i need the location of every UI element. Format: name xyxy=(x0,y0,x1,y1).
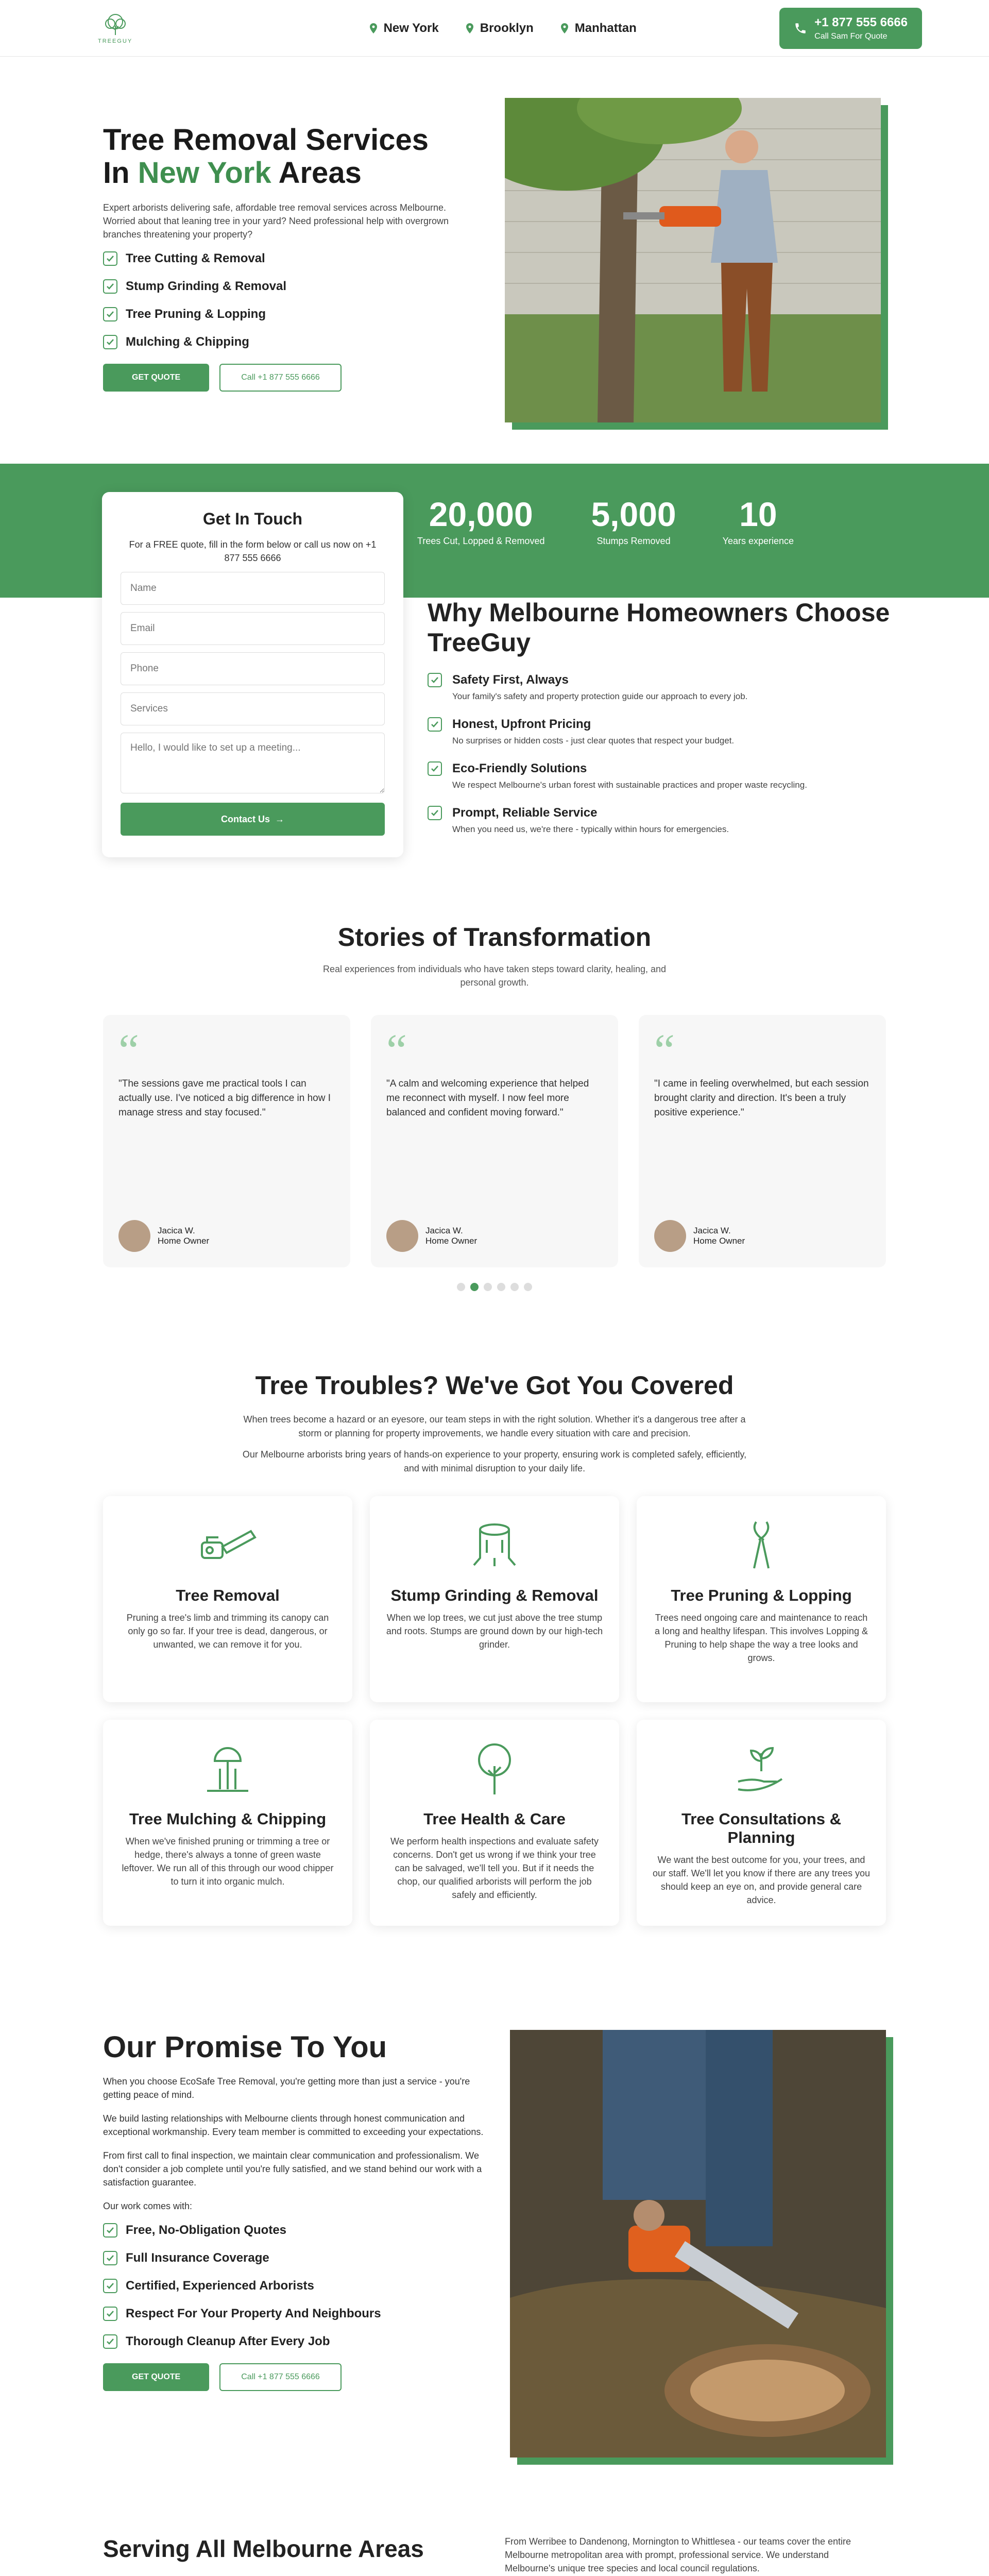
phone-icon xyxy=(794,22,807,35)
location-list xyxy=(368,21,637,36)
header-call-button[interactable] xyxy=(779,8,922,49)
location-label: New York xyxy=(383,21,439,35)
check-item: Certified, Experienced Arborists xyxy=(103,2279,500,2293)
services-intro: When trees become a hazard or an eyesore, our team steps in with the right solution. Whether it's a dangerous tree after a storm or planning for property improvements, we handle every situation with care and precision. xyxy=(243,1414,746,1438)
service-card-tree-health[interactable]: Tree Health & Care We perform health inspections and evaluate safety concerns. Don't get us wrong if we think your tree can be salvaged, we'll tell you. But if it needs the chop, our qualified arborists will perform the job safely and efficiently. xyxy=(370,1720,619,1926)
hero-check-list xyxy=(103,251,464,349)
testimonial-card: “ "I came in feeling overwhelmed, but each session brought clarity and direction. It's been a truly positive experience." Jacica W. Home Owner xyxy=(639,1015,886,1267)
map-pin-icon xyxy=(368,23,379,34)
logo[interactable] xyxy=(98,12,132,44)
services-section xyxy=(0,1370,989,1926)
check-icon xyxy=(428,806,442,820)
logo-text: TREEGUY xyxy=(98,38,133,44)
tree-icon xyxy=(464,1740,525,1797)
form-title: Get In Touch xyxy=(202,510,303,528)
check-icon xyxy=(103,2279,117,2293)
stat-trees: 20,000 Trees Cut, Lopped & Removed xyxy=(417,495,545,546)
hero-title: Tree Removal Services In New York Areas xyxy=(103,123,429,190)
location-label: Manhattan xyxy=(574,21,637,35)
chainsaw-icon xyxy=(197,1517,259,1573)
why-item: Prompt, Reliable Service When you need us, we're there - typically within hours for emergencies. xyxy=(428,806,891,835)
check-icon xyxy=(103,2334,117,2349)
promise-call-button[interactable]: Call +1 877 555 6666 xyxy=(219,2363,342,2391)
phone-field[interactable] xyxy=(121,652,385,685)
check-icon xyxy=(103,335,117,349)
why-title: Why Melbourne Homeowners Choose TreeGuy xyxy=(428,598,890,657)
service-card-consultation[interactable]: Tree Consultations & Planning We want the best outcome for you, your trees, and our staff. We'll let you know if there are any trees you should keep an eye on, and provide general care advice. xyxy=(637,1720,886,1926)
header-call-number: +1 877 555 6666 xyxy=(814,15,908,29)
check-icon xyxy=(103,2251,117,2265)
service-card-tree-removal[interactable]: Tree Removal Pruning a tree's limb and trimming its canopy can only go so far. If your tree is dead, dangerous, or unwanted, we can remove it for you. xyxy=(103,1496,352,1702)
location-new-york[interactable] xyxy=(368,21,439,36)
hero-section xyxy=(0,57,989,464)
quote-icon: “ xyxy=(654,1025,675,1076)
location-brooklyn[interactable] xyxy=(465,21,534,36)
mulch-icon xyxy=(197,1740,259,1797)
testimonials-section xyxy=(0,922,989,1291)
why-item: Safety First, Always Your family's safety and property protection guide our approach to every job. xyxy=(428,673,891,702)
carousel-dot-active[interactable] xyxy=(470,1283,479,1291)
stump-icon xyxy=(464,1517,525,1573)
contact-submit-button[interactable]: Contact Us → xyxy=(121,803,385,836)
header-call-label: Call Sam For Quote xyxy=(814,31,888,41)
promise-p3: From first call to final inspection, we maintain clear communication and professionalism. We don't consider a job complete until you're fully satisfied, and we stand behind our work with a satisfaction guarantee. xyxy=(103,2150,482,2188)
arrow-right-icon: → xyxy=(275,814,284,824)
avatar xyxy=(386,1220,418,1252)
check-item: Stump Grinding & Removal xyxy=(103,279,464,294)
testimonials-title: Stories of Transformation xyxy=(337,923,652,952)
map-pin-icon xyxy=(559,23,570,34)
promise-photo xyxy=(510,2030,886,2458)
tree-logo-icon xyxy=(100,12,131,36)
why-item: Honest, Upfront Pricing No surprises or hidden costs - just clear quotes that respect your budget. xyxy=(428,717,891,746)
check-icon xyxy=(428,717,442,732)
service-card-pruning[interactable]: Tree Pruning & Lopping Trees need ongoing care and maintenance to reach a long and healthy lifespan. This involves Lopping & Pruning to help shape the way a tree looks and grows. xyxy=(637,1496,886,1702)
check-icon xyxy=(428,673,442,687)
testimonial-card: “ "The sessions gave me practical tools I can actually use. I've noticed a big difference in how I manage stress and stay focused." Jacica W. Home Owner xyxy=(103,1015,350,1267)
stat-years: 10 Years experience xyxy=(722,495,794,546)
promise-p2: We build lasting relationships with Melbourne clients through honest communication and exceptional workmanship. Every team member is committed to exceeding your expectations. xyxy=(103,2113,484,2137)
carousel-dots xyxy=(0,1283,989,1291)
check-icon xyxy=(103,251,117,266)
check-item: Thorough Cleanup After Every Job xyxy=(103,2334,500,2349)
email-field[interactable] xyxy=(121,612,385,645)
carousel-dot[interactable] xyxy=(457,1283,465,1291)
serving-section xyxy=(103,2535,886,2576)
avatar xyxy=(118,1220,150,1252)
testimonial-card: “ "A calm and welcoming experience that helped me reconnect with myself. I now feel more balanced and confident moving forward." Jacica W. Home Owner xyxy=(371,1015,618,1267)
check-icon xyxy=(103,279,117,294)
pruner-icon xyxy=(730,1517,792,1573)
why-section xyxy=(428,598,891,835)
check-item: Tree Pruning & Lopping xyxy=(103,307,464,321)
service-card-stump-grinding[interactable]: Stump Grinding & Removal When we lop trees, we cut just above the tree stump and roots. Stumps are ground down by our high-tech grinder. xyxy=(370,1496,619,1702)
sprout-hand-icon xyxy=(730,1740,792,1797)
promise-p1: When you choose EcoSafe Tree Removal, you're getting more than just a service - you're getting peace of mind. xyxy=(103,2076,470,2100)
check-icon xyxy=(103,2307,117,2321)
services-title: Tree Troubles? We've Got You Covered xyxy=(255,1371,734,1400)
check-icon xyxy=(103,307,117,321)
hero-intro: Expert arborists delivering safe, affordable tree removal services across Melbourne. Worried about that leaning tree in your yard? Need professional help with overgrown branches threatening your property? xyxy=(103,202,449,240)
service-card-mulching[interactable]: Tree Mulching & Chipping When we've finished pruning or trimming a tree or hedge, there's always a tonne of green waste leftover. We run all of this through our wood chipper to turn it into organic mulch. xyxy=(103,1720,352,1926)
get-quote-button[interactable]: GET QUOTE xyxy=(103,364,209,392)
carousel-dot[interactable] xyxy=(484,1283,492,1291)
services-intro-2: Our Melbourne arborists bring years of hands-on experience to your property, ensuring work is completed safely, efficiently, and with minimal disruption to your daily life. xyxy=(242,1449,747,1473)
serving-title: Serving All Melbourne Areas xyxy=(103,2535,424,2562)
carousel-dot[interactable] xyxy=(510,1283,519,1291)
promise-section xyxy=(103,2030,886,2458)
call-button[interactable]: Call +1 877 555 6666 xyxy=(219,364,342,392)
testimonials-subtitle: Real experiences from individuals who have taken steps toward clarity, healing, and personal growth. xyxy=(322,964,667,988)
site-header xyxy=(0,0,989,57)
check-icon xyxy=(103,2223,117,2238)
form-subtitle: For a FREE quote, fill in the form below or call us now on +1 877 555 6666 xyxy=(129,539,377,563)
check-item: Free, No-Obligation Quotes xyxy=(103,2223,500,2238)
stat-stumps: 5,000 Stumps Removed xyxy=(591,495,676,546)
check-item: Mulching & Chipping xyxy=(103,335,464,349)
location-manhattan[interactable] xyxy=(559,21,637,36)
avatar xyxy=(654,1220,686,1252)
contact-form xyxy=(102,492,403,857)
map-pin-icon xyxy=(465,23,475,34)
location-label: Brooklyn xyxy=(480,21,534,35)
name-field[interactable] xyxy=(121,572,385,605)
check-icon xyxy=(428,761,442,776)
services-field[interactable] xyxy=(121,692,385,725)
promise-quote-button[interactable]: GET QUOTE xyxy=(103,2363,209,2391)
carousel-dot[interactable] xyxy=(497,1283,505,1291)
message-field[interactable] xyxy=(121,733,385,793)
check-item: Respect For Your Property And Neighbours xyxy=(103,2307,500,2321)
promise-check-list xyxy=(103,2223,500,2349)
check-item: Tree Cutting & Removal xyxy=(103,251,464,266)
hero-photo xyxy=(505,98,881,422)
check-item: Full Insurance Coverage xyxy=(103,2251,500,2265)
quote-icon: “ xyxy=(386,1025,407,1076)
why-item: Eco-Friendly Solutions We respect Melbourne's urban forest with sustainable practices and proper waste recycling. xyxy=(428,761,891,790)
carousel-dot[interactable] xyxy=(524,1283,532,1291)
promise-title: Our Promise To You xyxy=(103,2030,387,2064)
promise-p4: Our work comes with: xyxy=(103,2201,193,2211)
serving-intro: From Werribee to Dandenong, Mornington to Whittlesea - our teams cover the entire Melbourne metropolitan area with prompt, professional service. We understand Melbourne's unique tree species and local council regulations. xyxy=(505,2536,851,2573)
quote-icon: “ xyxy=(118,1025,139,1076)
